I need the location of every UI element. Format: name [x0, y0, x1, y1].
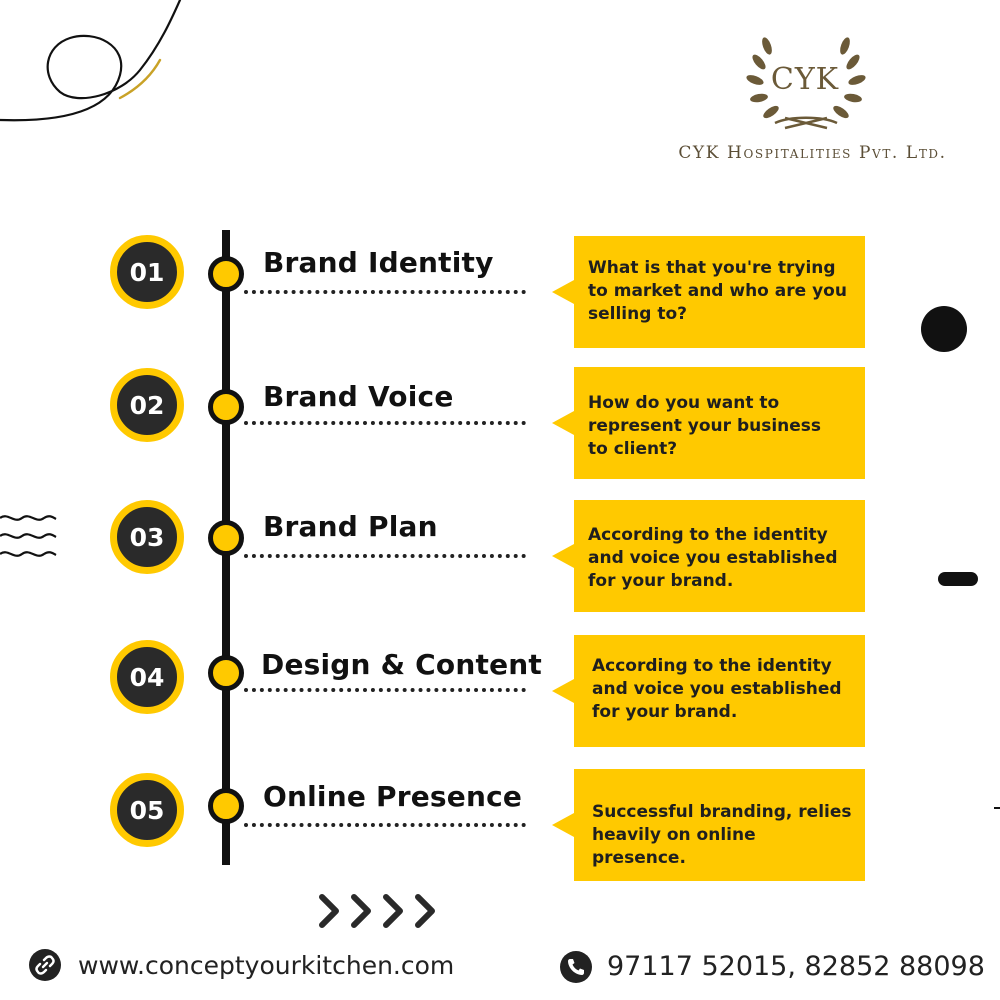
step-title: Brand Plan	[263, 510, 438, 543]
dotted-connector	[244, 688, 526, 692]
timeline-dot	[208, 256, 244, 292]
timeline-dot	[208, 655, 244, 691]
decorative-swirl	[0, 0, 200, 130]
step-number-badge: 01	[110, 235, 184, 309]
decorative-waves	[0, 510, 60, 570]
step-description	[592, 655, 855, 724]
step-number-badge: 04	[110, 640, 184, 714]
step-number-badge: 02	[110, 368, 184, 442]
description-line: for your brand.	[588, 571, 734, 591]
description-line: and voice you established	[592, 679, 842, 699]
description-line: and voice you established	[588, 548, 838, 568]
dotted-connector	[244, 290, 526, 294]
link-icon	[29, 949, 61, 981]
description-line: represent your business	[588, 416, 822, 436]
description-line: to client?	[588, 439, 678, 459]
step-description	[588, 392, 855, 461]
phone-numbers[interactable]: 97117 52015, 82852 88098	[607, 951, 985, 982]
description-line: Successful branding, relies	[592, 802, 852, 822]
timeline-dot	[208, 788, 244, 824]
website-link[interactable]: www.conceptyourkitchen.com	[78, 951, 455, 980]
description-line: According to the identity	[588, 525, 828, 545]
step-title: Online Presence	[263, 780, 523, 813]
company-name: CYK Hospitalities Pvt. Ltd.	[678, 143, 947, 163]
step-description	[592, 801, 855, 870]
timeline-dot	[208, 520, 244, 556]
step-description-card	[574, 367, 865, 479]
step-number-badge: 03	[110, 500, 184, 574]
step-description-card	[574, 236, 865, 348]
description-line: heavily on online presence.	[592, 825, 756, 868]
logo-text: CYK	[770, 62, 840, 97]
step-description-card	[574, 500, 865, 612]
step-description-card	[574, 635, 865, 747]
step-title: Brand Voice	[263, 380, 454, 413]
description-line: selling to?	[588, 304, 687, 324]
step-description	[588, 524, 855, 593]
description-line: What is that you're trying	[588, 258, 836, 278]
step-description	[588, 257, 855, 326]
step-title: Design & Content	[261, 648, 542, 681]
dotted-connector	[244, 421, 526, 425]
timeline-dot	[208, 389, 244, 425]
phone-icon	[560, 951, 592, 983]
decorative-dash	[938, 572, 978, 586]
dotted-connector	[244, 823, 526, 827]
description-line: How do you want to	[588, 393, 780, 413]
step-number-badge: 05	[110, 773, 184, 847]
decorative-tick	[994, 807, 1000, 809]
step-description-card	[574, 769, 865, 881]
dotted-connector	[244, 554, 526, 558]
decorative-dot	[921, 306, 967, 352]
description-line: for your brand.	[592, 702, 738, 722]
step-title: Brand Identity	[263, 246, 494, 279]
description-line: to market and who are you	[588, 281, 847, 301]
description-line: According to the identity	[592, 656, 832, 676]
chevron-right-icon	[318, 893, 440, 929]
